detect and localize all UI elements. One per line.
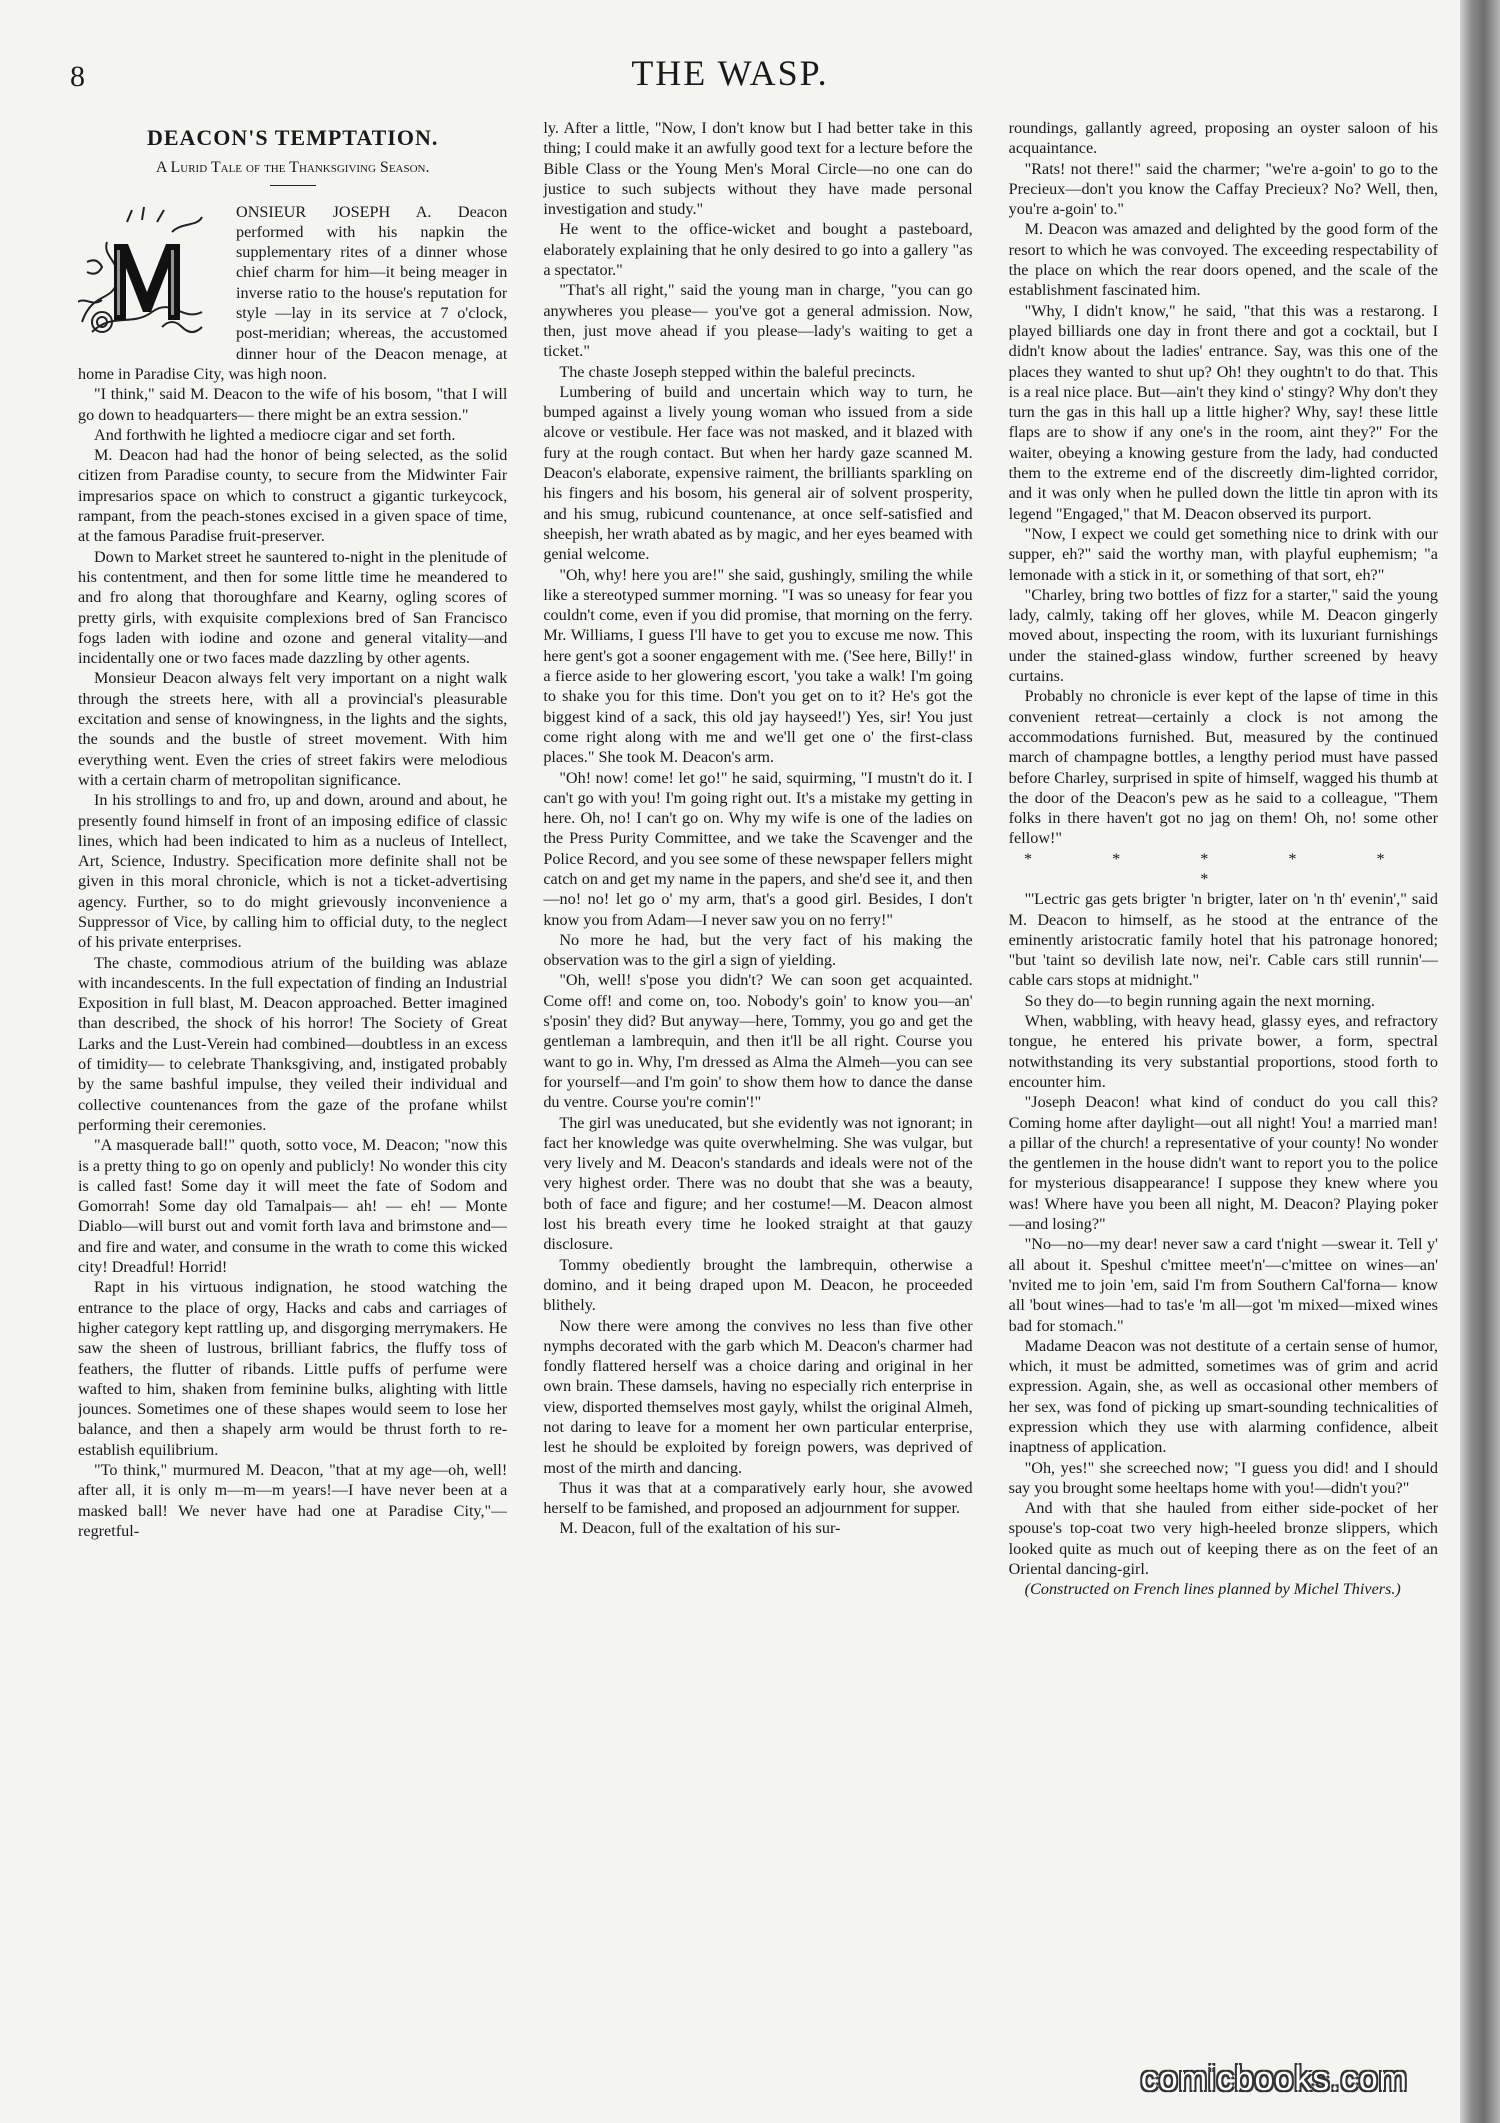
- article-title: DEACON'S TEMPTATION.: [146, 125, 439, 150]
- paragraph: "Why, I didn't know," he said, "that this was a restarong. I played billiards one day in front there and got a cocktail, but I didn't know about the ladies' entrance. Say, was this one of the places they wanted to shut up? Oh! they oughtn't to do that. This is a real nice place. But—ain't they kind o' stingy? Why don't they turn the gas in this hall up a little higher? Why, say! these little flaps are to show if any one's in the room, aint they?" For the waiter, obeying a knowing gesture from the lady, had conducted them to the extreme end of the discreetly dim-lighted corridor, and it was only when he pulled down the little tin apron with its legend "Engaged," that M. Deacon observed its purport.: [1008, 301, 1438, 523]
- paragraph: "A masquerade ball!" quoth, sotto voce, M. Deacon; "now this is a pretty thing to go on openly and publicly! No wonder this city is called fast! Some day it will meet the fate of Sodom and Gomorrah! Some day old Tamalpais— ah! — eh! — Monte Diablo—will burst out and vomit forth lava and brimstone and—and fire and water, and consume in the wrath to come this wicked city! Dreadful! Horrid!: [78, 1136, 508, 1277]
- paragraph: "Now, I expect we could get something nice to drink with our supper, eh?" said the worthy man, with playful euphemism; "a lemonade with a stick in it, or something of that sort, eh?": [1008, 524, 1438, 584]
- paragraph: "Oh, yes!" she screeched now; "I guess you did! and I should say you brought some heeltaps home with you!—didn't you?": [1008, 1458, 1438, 1497]
- paragraph: roundings, gallantly agreed, proposing an oyster saloon of his acquaintance.: [1008, 119, 1438, 158]
- paragraph: M. Deacon, full of the exaltation of his sur-: [559, 1519, 841, 1538]
- running-head: THE WASP.: [631, 53, 829, 93]
- paragraph: Tommy obediently brought the lambrequin, otherwise a domino, and it being draped upon M. Deacon, he proceeded blithely.: [543, 1255, 973, 1315]
- paragraph: In his strollings to and fro, up and down, around and about, he presently found himself in front of an imposing edifice of classic lines, which had been indicated to him as a nucleus of Intellect, Art, Science, Industry. Specification more definite shall not be given in this moral chronicle, which is not a ticket-advertising agency. Further, so to do might grievously inconvenience a Suppressor of Vice, by calling him to official duty, to the neglect of his private enterprises.: [78, 791, 508, 952]
- paragraph: So they do—to begin running again the next morning.: [1024, 991, 1375, 1010]
- column-1: [78, 118, 507, 1998]
- column-2: [543, 118, 972, 1998]
- paragraph: Rapt in his virtuous indignation, he stood watching the entrance to the place of orgy, Hacks and cabs and carriages of higher category kept rattling up, and disgorging merrymakers. He saw the sheen of lustrous, brilliant fabrics, the fluffy toss of feathers, the flutter of ribands. Little puffs of perfume were wafted to him, shaken from feminine bulks, alighting with little jounces. Sometimes one of these shapes would seem to lose her balance, and then a shapely arm would be thrust forth to re-establish equilibrium.: [78, 1278, 508, 1459]
- article-credit: (Constructed on French lines planned by Michel Thivers.): [1024, 1580, 1401, 1599]
- paragraph: Madame Deacon was not destitute of a certain sense of humor, which, it must be admitted, sometimes was of grim and acrid expression. Again, she, as well as occasional other members of her sex, was fond of picking up smart-sounding technicalities of expression which they use with alarming confidence, albeit inaptness of application.: [1008, 1336, 1438, 1457]
- paragraph: And with that she hauled from either side-pocket of her spouse's top-coat two very high-heeled bronze slippers, which looked quite as much out of keeping there as on the feet of an Oriental dancing-girl.: [1008, 1499, 1438, 1579]
- paragraph: "Oh, why! here you are!" she said, gushingly, smiling the while like a stereotyped summer morning. "I was so uneasy for fear you couldn't come, even if you did promise, that morning on the ferry. Mr. Williams, I guess I'll have to get you to excuse me now. This here gent's got a sooner engagement with me. ('See here, Billy!' in a fierce aside to her glowering escort, 'you take a walk! I'm going to shake you for this time. Don't you get on to it? He's got the biggest kind of a sack, this old jay hayseed!') Yes, sir! You just come right along with me and we'll get one o' the first-class places." She took M. Deacon's arm.: [543, 565, 973, 767]
- paragraph: "Rats! not there!" said the charmer; "we're a-goin' to go to the Precieux—don't you know the Caffay Precieux? No? Well, then, you're a-goin' to.": [1008, 159, 1438, 219]
- paragraph: "To think," murmured M. Deacon, "that at my age—oh, well! after all, it is only m—m—m years!—I have never been at a masked ball! We never have had one at Paradise City,"—regretful-: [78, 1461, 508, 1540]
- paragraph: Probably no chronicle is ever kept of the lapse of time in this convenient retreat—certainly a clock is not among the accommodations furnished. But, measured by the continued march of champagne bottles, a lengthy period must have passed before Charley, surprised in spite of himself, wagged his thumb at the door of the Deacon's pew as he said to a colleague, "Them folks in there haven't got no jag on them! Oh, no! some other fellow!": [1008, 687, 1438, 848]
- paragraph: No more he had, but the very fact of his making the observation was to the girl a sign of yielding.: [543, 930, 973, 970]
- section-separator: * * * * * *: [1023, 849, 1423, 888]
- paragraph: When, wabbling, with heavy head, glassy eyes, and refractory tongue, he entered his private bower, a form, spectral notwithstanding its very substantial proportions, stood forth to encounter him.: [1008, 1012, 1438, 1091]
- paragraph: "That's all right," said the young man in charge, "you can go anywheres you please— you've got a general admission. Now, then, just move ahead if you please—lady's waiting to get a ticket.": [543, 281, 973, 361]
- paragraph: Thus it was that at a comparatively early hour, she avowed herself to be famished, and proposed an adjournment for supper.: [543, 1478, 973, 1518]
- paragraph: Monsieur Deacon always felt very important on a night walk through the streets here, with all a provincial's pleasurable excitation and sense of knowingness, in the lights and the sights, the sounds and the bustle of street movement. With him everything went. Even the cries of street fakirs were melodious with a certain charm of metropolitan significance.: [78, 669, 508, 789]
- column-3: [1009, 118, 1438, 1998]
- page-edge-shadow: [1460, 0, 1500, 2123]
- paragraph: The chaste, commodious atrium of the building was ablaze with incandescents. In the full expectation of finding an Industrial Exposition in full blast, M. Deacon approached. Better imagined than described, the shock of his horror! The Society of Great Larks and the Lust-Verein had combined—doubtless in an excess of timidity— to celebrate Thanksgiving, and, instigated probably by the same bashful impulse, they veiled their individual and collective countenances from the gaze of the profane whilst performing their ceremonies.: [78, 953, 508, 1134]
- ornamental-initial-m-icon: [78, 202, 222, 352]
- paragraph: "I think," said M. Deacon to the wife of his bosom, "that I will go down to headquarters— there might be an extra session.": [78, 385, 508, 424]
- paragraph: The girl was uneducated, but she evidently was not ignorant; in fact her knowledge was quite overwhelming. She was vulgar, but very lively and M. Deacon's standards and ideals were not of the very highest order. There was no doubt that she was a beauty, both of face and figure; and her costume!—M. Deacon almost lost his breath every time he looked straight at that gauzy disclosure.: [543, 1113, 973, 1254]
- paragraph: ly. After a little, "Now, I don't know but I had better take in this thing; I could make it an awfully good text for a lecture before the Bible Class or the Young Men's Moral Circle—no one can do justice to such subjects without they have made personal investigation and study.": [543, 119, 973, 219]
- paragraph: "Joseph Deacon! what kind of conduct do you call this? Coming home after daylight—out all night! You! a married man! a pillar of the church! a representative of your county! No wonder the gentlemen in the house didn't want to report you to the police for mysterious disappearance! I suppose they knew where you was! Where have you been all night, M. Deacon? Playing poker—and losing?": [1008, 1093, 1438, 1234]
- paragraph: M. Deacon had had the honor of being selected, as the solid citizen from Paradise county, to secure from the Midwinter Fair impresarios space on which to construct a gigantic turkeycock, rampant, from the peach-stones excised in a given space of time, at the famous Paradise fruit-preserver.: [78, 446, 508, 546]
- paragraph: Now there were among the convives no less than five other nymphs decorated with the garb which M. Deacon's charmer had fondly flattered herself was a choice daring and original in her own brain. These damsels, having no especially rich enterprise in view, disported themselves most gayly, whilst the original Almeh, not daring to leave for a moment her own particular enterprise, lest he should be exploited by foreign powers, was deprived of most of the mirth and dancing.: [543, 1316, 973, 1477]
- paragraph: The chaste Joseph stepped within the baleful precincts.: [559, 362, 916, 381]
- paragraph: M. Deacon was amazed and delighted by the good form of the resort to which he was convoyed. The exceeding respectability of the place on which the rear doors opened, and the scale of the establishment fascinated him.: [1008, 220, 1438, 300]
- paragraph: Lumbering of build and uncertain which way to turn, he bumped against a lively young woman who issued from a side alcove or vestibule. Her face was not masked, and it blazed with fury at the rough contact. But when her hardy gaze scanned M. Deacon's elaborate, expensive raiment, the brilliants sparkling on his fingers and his bosom, his general air of solvent prosperity, and his smug, rubicund countenance, at once self-satisfied and sheepish, her wrath abated as by magic, and her eyes beamed with genial welcome.: [543, 382, 973, 564]
- paragraph: "Oh, well! s'pose you didn't? We can soon get acquainted. Come off! and come on, too. Nobody's goin' to know you—an' s'posin' they did? But anyway—here, Tommy, you go and get the gentleman a lambrequin, and then it'll be all right. Course you want to go in. Why, I'm dressed as Alma the Almeh—you can see for yourself—and I'm goin' to show them how to dance the danse du ventre. Course you're comin'!": [543, 971, 973, 1112]
- paragraph: "Charley, bring two bottles of fizz for a starter," said the young lady, calmly, taking off her gloves, while M. Deacon gingerly moved about, inspecting the room, with its luxuriant furnishings under the stained-glass window, further screened by heavy curtains.: [1008, 585, 1438, 686]
- paragraph: "'Lectric gas gets brigter 'n brigter, later on 'n th' evenin'," said M. Deacon to himself, as he stood at the entrance of the eminently aristocratic family hotel that his patronage honored; "but 'taint so devilish late now, nei'r. Cable cars still runnin'—cable cars stops at midnight.": [1008, 890, 1438, 990]
- paragraph: ONSIEUR JOSEPH A. Deacon performed with his napkin the supplementary rites of a dinner whose chief charm for him—it being meager in inverse ratio to the house's reputation for style —lay in its service at 7 o'clock, post-meridian; whereas, the accustomed dinner hour of the Deacon menage, at home in Paradise City, was high noon.: [78, 202, 508, 383]
- paragraph: Down to Market street he sauntered to-night in the plenitude of his contentment, and then for some little time he meandered to and fro along that thoroughfare and Kearny, ogling scores of pretty girls, with exquisite complexions bred of San Francisco fogs laden with iodine and ozone and general vitality—and incidentally one or two faces made dazzling by other agents.: [78, 547, 508, 668]
- paragraph: "Oh! now! come! let go!" he said, squirming, "I mustn't do it. I can't go with you! I'm going right out. It's a mistake my getting in here. Oh, no! I can't go on. Why my wife is one of the ladies on the Press Purity Committee, and we take the Scavenger and the Police Record, and you see some of these newspaper fellers might catch on and get my name in the papers, and she'd see it, and then—no! no! let go o' my arm, that's a good girl. Besides, I don't know you from Adam—I never saw you on no ferry!": [543, 768, 973, 929]
- article-subtitle: A Lurid Tale of the Thanksgiving Season.: [155, 159, 430, 177]
- watermark-text: comicbooks.com: [1140, 2060, 1408, 2098]
- title-rule: [270, 185, 316, 186]
- page-number: 8: [70, 60, 85, 93]
- paragraph: He went to the office-wicket and bought a pasteboard, elaborately explaining that he only desired to go into a gallery "as a spectator.": [543, 220, 973, 280]
- paragraph: "No—no—my dear! never saw a card t'night —swear it. Tell y' all about it. Speshul c'mittee meet'n'—c'mittee on wines—an' 'nvited me to join 'em, said I'm from Southern Cal'forna— know all 'bout wines—had to tas'e 'm all—got 'm mixed—mixed wines bad for stomach.": [1008, 1235, 1438, 1335]
- paragraph: And forthwith he lighted a mediocre cigar and set forth.: [94, 425, 456, 444]
- article-columns: [78, 118, 1438, 1998]
